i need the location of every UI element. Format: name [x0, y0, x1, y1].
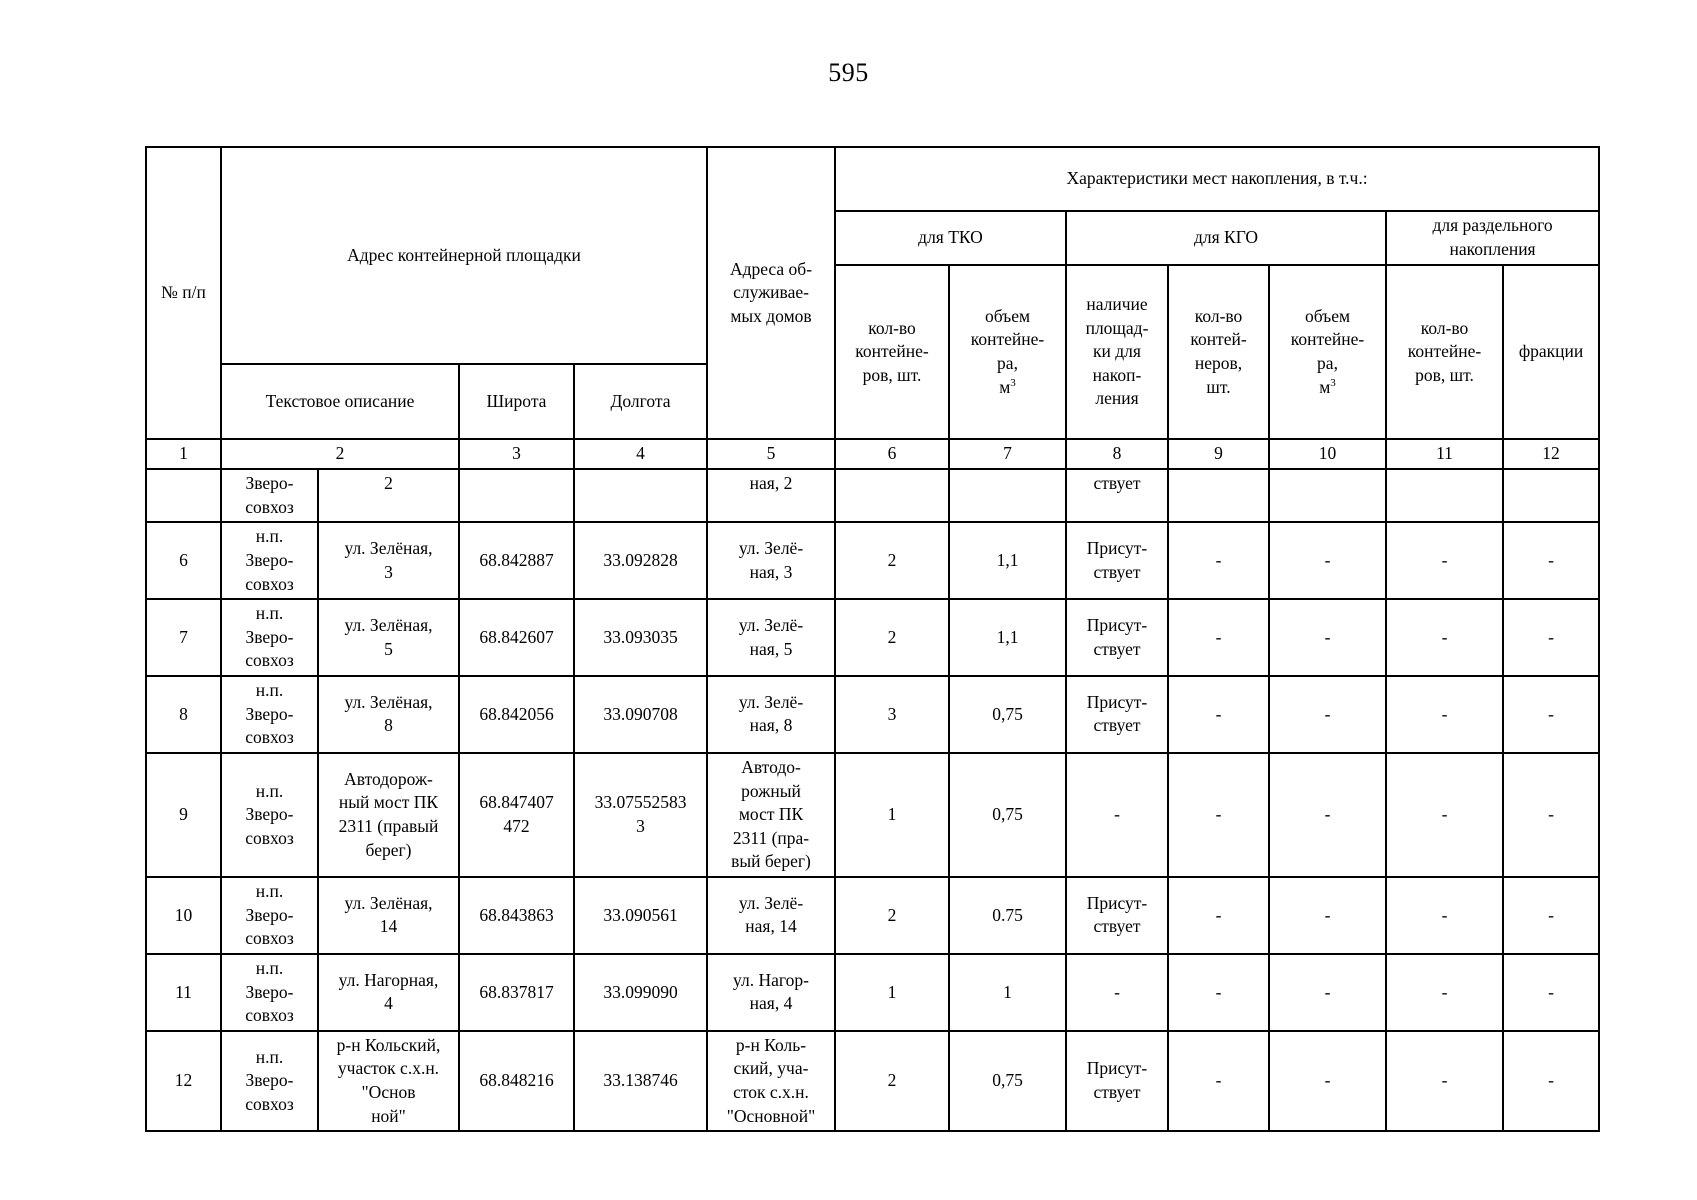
header-tko-volume: объем контейне- ра, $м^3$ [949, 265, 1066, 439]
column-number: 9 [1168, 439, 1269, 469]
cell-settlement: н.п. Зверо- совхоз [221, 599, 318, 676]
cell-kgo-presence: Присут- ствует [1066, 676, 1168, 753]
cell-kgo-count: - [1168, 599, 1269, 676]
cell-sep-fractions: - [1503, 522, 1599, 599]
cell-kgo-volume: - [1269, 877, 1386, 954]
cell-kgo-presence: Присут- ствует [1066, 599, 1168, 676]
cell-sep-fractions: - [1503, 676, 1599, 753]
page-number: 595 [828, 58, 869, 87]
cell-settlement: н.п. Зверо- совхоз [221, 877, 318, 954]
cell-sep-count: - [1386, 676, 1503, 753]
cell-sep-fractions: - [1503, 877, 1599, 954]
table-row-continuation [146, 469, 1599, 522]
cell-sep-fractions: - [1503, 1031, 1599, 1132]
cell-latitude [459, 469, 574, 522]
cell-num [146, 469, 221, 522]
header-kgo: для КГО [1066, 211, 1386, 265]
cell-num: 9 [146, 753, 221, 877]
cell-tko-count: 2 [835, 599, 949, 676]
cell-settlement: н.п. Зверо- совхоз [221, 1031, 318, 1132]
cell-latitude: 68.837817 [459, 954, 574, 1031]
column-number: 2 [221, 439, 459, 469]
cell-tko-count: 3 [835, 676, 949, 753]
cell-kgo-count: - [1168, 1031, 1269, 1132]
cell-kgo-count: - [1168, 753, 1269, 877]
cell-kgo-count: - [1168, 522, 1269, 599]
cell-sep-count: - [1386, 877, 1503, 954]
cell-tko-count: 2 [835, 877, 949, 954]
cell-sep-count: - [1386, 954, 1503, 1031]
cell-latitude: 68.842056 [459, 676, 574, 753]
table-row [146, 877, 1599, 954]
cell-tko-volume [949, 469, 1066, 522]
cell-tko-count: 2 [835, 522, 949, 599]
cell-tko-volume: 0,75 [949, 1031, 1066, 1132]
cell-street: ул. Зелёная, 5 [318, 599, 459, 676]
header-served-houses: Адреса об- служивае- мых домов [707, 147, 835, 439]
column-number: 7 [949, 439, 1066, 469]
cell-kgo-volume: - [1269, 1031, 1386, 1132]
table-body [146, 469, 1599, 1131]
header-num: № п/п [146, 147, 221, 439]
cell-kgo-volume: - [1269, 522, 1386, 599]
cell-kgo-presence: - [1066, 753, 1168, 877]
header-separate: для раздельного накопления [1386, 211, 1599, 265]
cell-sep-count: - [1386, 1031, 1503, 1132]
cell-longitude: 33.090708 [574, 676, 707, 753]
table-row [146, 753, 1599, 877]
cell-served-houses: ул. Нагор- ная, 4 [707, 954, 835, 1031]
cell-served-houses: ул. Зелё- ная, 5 [707, 599, 835, 676]
cell-kgo-count [1168, 469, 1269, 522]
cell-sep-fractions: - [1503, 599, 1599, 676]
table-row [146, 1031, 1599, 1132]
header-sep-count: кол-во контейне- ров, шт. [1386, 265, 1503, 439]
column-number: 6 [835, 439, 949, 469]
cell-tko-count: 2 [835, 1031, 949, 1132]
cell-served-houses: ул. Зелё- ная, 3 [707, 522, 835, 599]
cell-latitude: 68.848216 [459, 1031, 574, 1132]
header-longitude: Долгота [574, 364, 707, 439]
cell-kgo-presence: - [1066, 954, 1168, 1031]
column-number: 5 [707, 439, 835, 469]
cell-street: р-н Кольский, участок с.х.н. "Основ ной" [318, 1031, 459, 1132]
cell-longitude: 33.138746 [574, 1031, 707, 1132]
cell-served-houses: Автодо- рожный мост ПК 2311 (пра- вый берег) [707, 753, 835, 877]
cell-longitude [574, 469, 707, 522]
cell-latitude: 68.842607 [459, 599, 574, 676]
cell-kgo-count: - [1168, 676, 1269, 753]
cell-sep-count: - [1386, 522, 1503, 599]
cell-tko-volume: 0,75 [949, 753, 1066, 877]
cell-tko-count [835, 469, 949, 522]
cell-sep-count: - [1386, 753, 1503, 877]
cell-kgo-volume: - [1269, 676, 1386, 753]
cell-settlement: Зверо- совхоз [221, 469, 318, 522]
column-number-row [146, 439, 1599, 469]
cell-tko-count: 1 [835, 954, 949, 1031]
column-number: 10 [1269, 439, 1386, 469]
cell-latitude: 68.843863 [459, 877, 574, 954]
cell-served-houses: р-н Коль- ский, уча- сток с.х.н. "Основной" [707, 1031, 835, 1132]
cell-tko-volume: 1 [949, 954, 1066, 1031]
cell-street: ул. Зелёная, 3 [318, 522, 459, 599]
column-number: 12 [1503, 439, 1599, 469]
cell-tko-volume: 1,1 [949, 599, 1066, 676]
cell-street: ул. Зелёная, 8 [318, 676, 459, 753]
cell-street: 2 [318, 469, 459, 522]
cell-tko-volume: 0,75 [949, 676, 1066, 753]
header-sep-fractions: фракции [1503, 265, 1599, 439]
column-number: 8 [1066, 439, 1168, 469]
cell-street: Автодорож- ный мост ПК 2311 (правый берег) [318, 753, 459, 877]
cell-longitude: 33.07552583 3 [574, 753, 707, 877]
header-kgo-count: кол-во контей- неров, шт. [1168, 265, 1269, 439]
cell-kgo-presence: Присут- ствует [1066, 877, 1168, 954]
cell-sep-count: - [1386, 599, 1503, 676]
cell-kgo-volume [1269, 469, 1386, 522]
column-number: 1 [146, 439, 221, 469]
cell-street: ул. Нагорная, 4 [318, 954, 459, 1031]
cell-kgo-count: - [1168, 877, 1269, 954]
cell-tko-volume: 1,1 [949, 522, 1066, 599]
container-sites-table [145, 146, 1600, 1132]
cell-tko-count: 1 [835, 753, 949, 877]
cell-longitude: 33.093035 [574, 599, 707, 676]
cell-kgo-presence: Присут- ствует [1066, 522, 1168, 599]
cell-sep-count [1386, 469, 1503, 522]
header-tko: для ТКО [835, 211, 1066, 265]
cell-kgo-volume: - [1269, 599, 1386, 676]
header-kgo-volume: объем контейне- ра, $м^3$ [1269, 265, 1386, 439]
header-address: Адрес контейнерной площадки [221, 147, 707, 364]
cell-tko-volume: 0.75 [949, 877, 1066, 954]
cell-longitude: 33.099090 [574, 954, 707, 1031]
cell-num: 6 [146, 522, 221, 599]
cell-longitude: 33.090561 [574, 877, 707, 954]
column-number: 11 [1386, 439, 1503, 469]
cell-longitude: 33.092828 [574, 522, 707, 599]
cell-num: 8 [146, 676, 221, 753]
header-kgo-presence: наличие площад- ки для накоп- ления [1066, 265, 1168, 439]
cell-sep-fractions: - [1503, 954, 1599, 1031]
cell-sep-fractions [1503, 469, 1599, 522]
header-characteristics: Характеристики мест накопления, в т.ч.: [835, 147, 1599, 211]
cell-num: 12 [146, 1031, 221, 1132]
table-row [146, 599, 1599, 676]
cell-kgo-count: - [1168, 954, 1269, 1031]
cell-settlement: н.п. Зверо- совхоз [221, 522, 318, 599]
cell-settlement: н.п. Зверо- совхоз [221, 954, 318, 1031]
table-row [146, 522, 1599, 599]
table-header [146, 147, 1599, 469]
header-text-description: Текстовое описание [221, 364, 459, 439]
cell-street: ул. Зелёная, 14 [318, 877, 459, 954]
column-number: 4 [574, 439, 707, 469]
cell-num: 10 [146, 877, 221, 954]
cell-settlement: н.п. Зверо- совхоз [221, 753, 318, 877]
cell-num: 11 [146, 954, 221, 1031]
column-number: 3 [459, 439, 574, 469]
cell-latitude: 68.842887 [459, 522, 574, 599]
cell-kgo-volume: - [1269, 954, 1386, 1031]
header-latitude: Широта [459, 364, 574, 439]
cell-served-houses: ул. Зелё- ная, 14 [707, 877, 835, 954]
cell-kgo-volume: - [1269, 753, 1386, 877]
cell-sep-fractions: - [1503, 753, 1599, 877]
header-tko-count: кол-во контейне- ров, шт. [835, 265, 949, 439]
cell-served-houses: ул. Зелё- ная, 8 [707, 676, 835, 753]
cell-latitude: 68.847407 472 [459, 753, 574, 877]
table-row [146, 954, 1599, 1031]
cell-kgo-presence: ствует [1066, 469, 1168, 522]
cell-served-houses: ная, 2 [707, 469, 835, 522]
table-row [146, 676, 1599, 753]
cell-kgo-presence: Присут- ствует [1066, 1031, 1168, 1132]
cell-settlement: н.п. Зверо- совхоз [221, 676, 318, 753]
cell-num: 7 [146, 599, 221, 676]
